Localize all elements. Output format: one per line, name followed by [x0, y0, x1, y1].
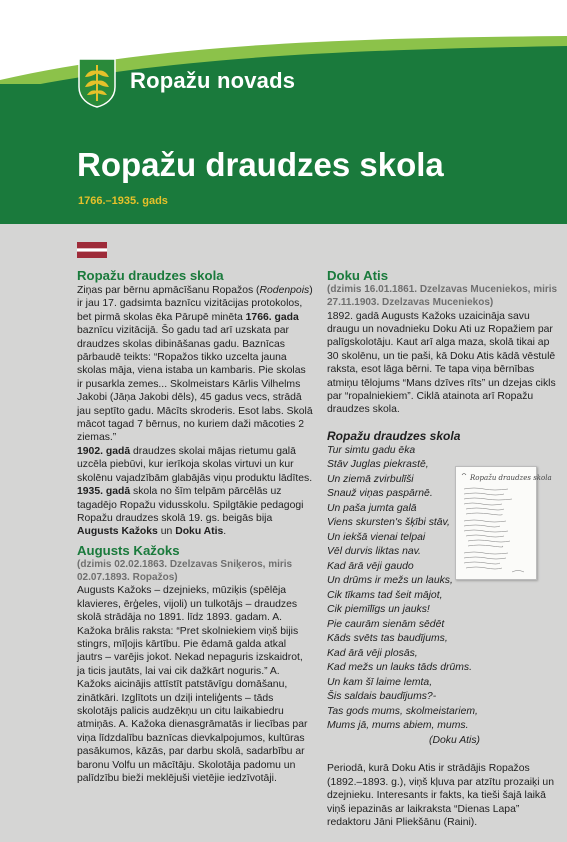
poem-line: Tas gods mums, skolmeistariem, [327, 705, 478, 717]
poem-line: Un paša jumta galā [327, 502, 417, 514]
doku-atis-dates: (dzimis 16.01.1861. Dzelzavas Muceniekos, miris 27.11.1903. Dzelzavas Muceniekos) [327, 284, 558, 308]
text-bold: 1935. gadā [77, 486, 131, 498]
poem-line: Tur simtu gadu ēka [327, 444, 416, 456]
kazoks-dates: (dzimis 02.02.1863. Dzelzavas Sniķeros, miris 02.07.1893. Ropažos) [77, 558, 293, 583]
text: skola no šīm telpām pārcēlās uz tagadējo Ropažu vidusskolu. Spilgtākie pedagogi Ropažu draudzes skolā 19. gs. beigās bija [77, 486, 304, 524]
section-heading-kazoks: Augusts Kažoks [77, 542, 180, 558]
poem-line: Pie caurām sienām sēdēt [327, 618, 445, 630]
poem-line: Vēl durvis liktas nav. [327, 546, 421, 558]
left-column [77, 268, 313, 785]
text: Ziņas par bērnu apmācīšanu Ropažos ( [77, 285, 260, 296]
poem-line: Kad ārā vēji gaudo [327, 560, 414, 572]
school-paragraph-2 [77, 445, 313, 485]
poem-line: Kad mežs un lauks tāds drūms. [327, 662, 472, 674]
date-range: 1766.–1935. gads [78, 195, 168, 207]
text-bold: 1902. gadā [77, 445, 131, 457]
poem-line: Un ziemā zvirbulīši [327, 473, 414, 485]
text-italic: Rodenpois [259, 285, 310, 296]
poem-line: Viens skursten's šķībi stāv, [327, 517, 450, 529]
poem-line: Un iekšā vienai telpai [327, 531, 426, 543]
poem-line: Cik piemīlīgs un jauks! [327, 604, 430, 616]
poem-line: Snauž viņas paspārnē. [327, 488, 433, 500]
doku-atis-paragraph-2: Periodā, kurā Doku Atis ir strādājis Ropažos (1892.–1893. g.), viņš kļuva par atzītu prozaiķi un dzejnieku. Interesants ir fakts, ka tieši šajā laikā viņš iepazinās ar laikraksta “Dienas Lapa” redaktoru Jāni Pliekšānu (Raini). [327, 763, 554, 828]
text: ) ir jau 17. gadsimta baznīcu vizitācijas protokolos, bet pirmā skolas ēka Pārupē minēta [77, 285, 313, 323]
section-heading-school: Ropažu draudzes skola [77, 268, 224, 283]
text: un [157, 526, 176, 538]
doku-atis-paragraph: 1892. gadā Augusts Kažoks uzaicināja savu draugu un novadnieku Doku Ati uz Ropažiem par palīgskolotāju. Kaut arī alga maza, skolā tikai ap 30 skolēnu, un tie paši, kā Doku Atis kādā vēstulē raksta, esot lāga bērni. Te tapa viņa bērnības atmiņu tēlojums “Mans dzīves rīts” un dzejas cikls par “ropalniekiem”. Ciklā atainota arī Ropažu draudzes skola. [327, 310, 556, 416]
text: baznīcu vizitācijā. Šo gadu tad arī uzskata par draudzes skolas dibināšanas gadu. Baznīcas pārbaudē teikts: “Ropažos tikko uzcelta jauna skolas māja, viena istaba un kambaris. Pie skolas ir pusarkla zemes... Skolmeistars Kārlis Vilhelms Jakobi (Jāņa Jakobi dēls), 45 gadus vecs, strādā jau septīto gadu. Mācīts skroderis. Esot labs. Skolā mācot tagad 7 bērnus, no kuriem daži mācoties 2 ziemas.” [77, 325, 313, 444]
text-bold: Augusts Kažoks [77, 526, 158, 538]
brand-name: Ropažu novads [130, 68, 296, 93]
top-strip [0, 0, 567, 40]
poem-line: Un drūms ir mežs un lauks, [327, 575, 453, 587]
poem-title: Ropažu draudzes skola [327, 428, 461, 443]
school-paragraph-1 [77, 284, 313, 445]
poem-author: (Doku Atis) [429, 734, 480, 746]
text: draudzes skolai mājas rietumu galā uzcēla piebūvi, kur ierīkoja skolas virtuvi un kur skolēnu vajadzībām glabājās viņu produktu lādītes. [77, 445, 313, 484]
text-bold: 1766. gada [245, 311, 299, 323]
latvian-flag-icon [77, 242, 107, 258]
text-bold: Doku Atis [175, 526, 224, 538]
poem-line: Mums jā, mums abiem, mums. [327, 720, 469, 732]
coat-of-arms-icon [77, 57, 117, 107]
poem-line: Stāv Juglas piekrastē, [327, 459, 429, 471]
kazoks-paragraph: Augusts Kažoks – dzejnieks, mūziķis (spēlēja klavieres, ērģeles, vijoli) un tulkotājs – draudzes skolā strādāja no 1891. līdz 1893. gadam. A. Kažoka brālis raksta: “Pret skolniekiem viņš bijis stingrs, mīļojis kārtību. Pie ēdamā galda atkal jautrs – varējis jokot. Nekad nepaguris izskaidrot, ja ticis jautāts, lai vai cik dažkārt noguris.” A. Kažoks aicinājis attīstīt patstāvīgu domāšanu, zinātkāri. Izglītots un dziļi inteliģents – tāds skolotājs palicis audzēkņu un citu laikabiedru atmiņās. A. Kažoka dienasgrāmatās ir liecības par viņa līdzdalību baznīcas dievkalpojumos, kultūras pasākumos, kāzās, par darbu skolā, sadarbību ar baronu Volfu un mācītāju. Skolotāja padomu un palīdzību bieži meklējuši vietējie iedzīvotāji. [77, 585, 308, 784]
poem-line: Un kam šī laime lemta, [327, 676, 433, 688]
text: . [223, 526, 227, 538]
poem-line: Kad ārā vēji plosās, [327, 647, 418, 659]
section-heading-doku-atis: Doku Atis [327, 268, 389, 283]
poem-line: Kāds svēts tas baudījums, [327, 633, 448, 645]
page-title: Ropažu draudzes skola [77, 146, 444, 183]
school-paragraph-3 [77, 485, 313, 539]
manuscript-heading: Ropažu draudzes skola [470, 474, 552, 482]
poem-line: Šis saldais baudījums?- [327, 691, 437, 703]
poem-line: Cik tīkams tad šeit mājot, [327, 589, 443, 601]
handwriting-icon [456, 467, 552, 579]
manuscript-image [455, 466, 552, 580]
